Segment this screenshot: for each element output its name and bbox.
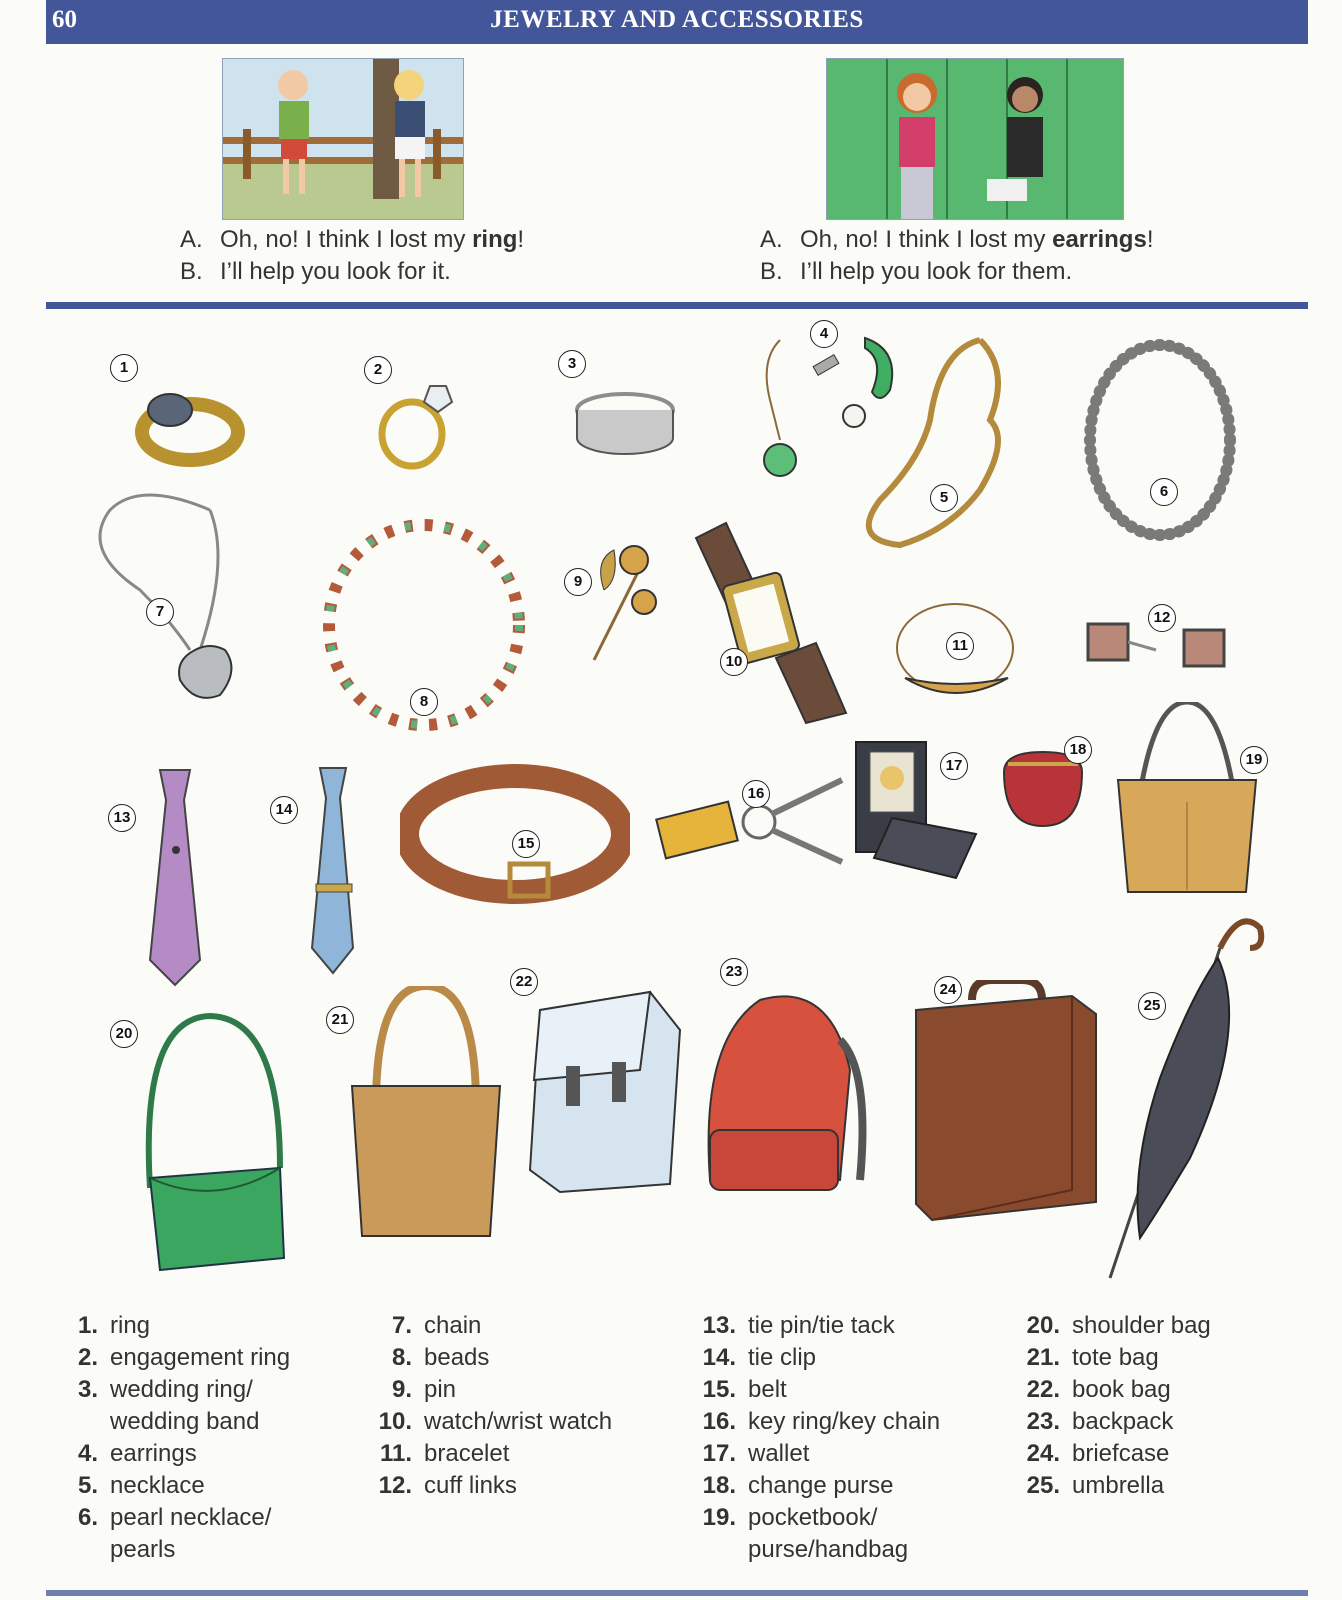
scene-lost-ring-illustration <box>222 58 464 220</box>
page-title: JEWELRY AND ACCESSORIES <box>490 6 864 33</box>
dialog-line-a <box>180 224 524 256</box>
vocab-item <box>364 1374 612 1406</box>
vocab-item <box>364 1470 612 1502</box>
dialog-punct: ! <box>1146 226 1154 253</box>
callout-number: 10 <box>720 648 748 676</box>
vocab-number: 21. <box>1026 1344 1060 1371</box>
vocab-column-3 <box>688 1310 940 1566</box>
vocab-number: 4. <box>77 1440 98 1467</box>
callout-number: 21 <box>326 1006 354 1034</box>
dialog-keyword: ring <box>472 226 518 253</box>
pocketbook-illustration <box>1112 702 1262 902</box>
callout-number: 2 <box>364 356 392 384</box>
vocab-item <box>364 1342 612 1374</box>
vocab-number: 2. <box>77 1344 98 1371</box>
vocab-word: tote bag <box>1072 1344 1159 1371</box>
vocab-item <box>50 1438 290 1470</box>
shoulder-bag-illustration <box>140 1008 290 1278</box>
vocab-word: umbrella <box>1072 1472 1165 1499</box>
callout-number: 8 <box>410 688 438 716</box>
vocab-number: 12. <box>378 1472 412 1499</box>
dialog-earrings <box>760 224 1153 288</box>
ring-illustration <box>130 372 250 472</box>
vocab-number: 23. <box>1026 1408 1060 1435</box>
dialog-line-a <box>760 224 1153 256</box>
vocab-item <box>364 1406 612 1438</box>
dialog-line-b <box>760 256 1153 288</box>
vocab-number: 7. <box>391 1312 412 1339</box>
vocab-word <box>110 1374 259 1438</box>
vocab-column-1 <box>50 1310 290 1566</box>
vocab-item <box>688 1374 940 1406</box>
callout-number: 25 <box>1138 992 1166 1020</box>
vocab-number: 13. <box>702 1312 736 1339</box>
section-divider <box>46 302 1308 309</box>
tie-pin-illustration <box>140 760 210 990</box>
vocab-word: pearl necklace/ <box>110 1504 272 1531</box>
vocab-item <box>1012 1406 1211 1438</box>
vocab-number: 14. <box>702 1344 736 1371</box>
callout-number: 16 <box>742 780 770 808</box>
vocab-word: purse/handbag <box>748 1536 909 1563</box>
tote-bag-illustration <box>346 986 506 1246</box>
callout-number: 6 <box>1150 478 1178 506</box>
vocab-word: book bag <box>1072 1376 1171 1403</box>
vocab-number: 18. <box>702 1472 736 1499</box>
vocab-word: watch/wrist watch <box>424 1408 613 1435</box>
vocab-number: 1. <box>77 1312 98 1339</box>
vocab-word: change purse <box>748 1472 894 1499</box>
vocab-word: key ring/key chain <box>748 1408 941 1435</box>
dialog-text: Oh, no! I think I lost my <box>800 226 1053 253</box>
vocab-word: pin <box>424 1376 457 1403</box>
speaker-b: B. <box>180 258 203 285</box>
wedding-ring-illustration <box>570 380 680 470</box>
vocab-item <box>688 1342 940 1374</box>
callout-number: 1 <box>110 354 138 382</box>
vocab-column-2 <box>364 1310 612 1502</box>
vocab-word: wedding band <box>110 1408 260 1435</box>
vocab-word: beads <box>424 1344 490 1371</box>
pearl-necklace-illustration <box>1070 330 1250 550</box>
vocab-number: 10. <box>378 1408 412 1435</box>
vocab-item <box>50 1502 290 1566</box>
vocab-number: 15. <box>702 1376 736 1403</box>
callout-number: 17 <box>940 752 968 780</box>
vocab-word: wallet <box>748 1440 810 1467</box>
bottom-divider <box>46 1590 1308 1596</box>
vocab-word: briefcase <box>1072 1440 1170 1467</box>
vocab-number: 22. <box>1026 1376 1060 1403</box>
vocab-word: bracelet <box>424 1440 510 1467</box>
callout-number: 7 <box>146 598 174 626</box>
vocab-word: engagement ring <box>110 1344 291 1371</box>
vocab-number: 19. <box>702 1504 736 1531</box>
dialog-text: I’ll help you look for them. <box>800 258 1073 285</box>
callout-number: 9 <box>564 568 592 596</box>
vocab-item <box>1012 1310 1211 1342</box>
dialog-text: Oh, no! I think I lost my <box>220 226 473 253</box>
vocab-word: ring <box>110 1312 151 1339</box>
vocab-word: tie clip <box>748 1344 817 1371</box>
vocab-word: cuff links <box>424 1472 517 1499</box>
vocab-item <box>688 1310 940 1342</box>
vocab-word: earrings <box>110 1440 197 1467</box>
vocab-item <box>50 1310 290 1342</box>
vocab-item <box>1012 1374 1211 1406</box>
vocab-item <box>1012 1470 1211 1502</box>
vocab-item <box>688 1470 940 1502</box>
vocab-number: 3. <box>77 1376 98 1403</box>
vocab-item <box>1012 1342 1211 1374</box>
dialog-text: I’ll help you look for it. <box>220 258 451 285</box>
dialog-ring <box>180 224 524 288</box>
vocab-word: shoulder bag <box>1072 1312 1211 1339</box>
callout-number: 20 <box>110 1020 138 1048</box>
header-bar <box>46 0 1308 44</box>
callout-number: 14 <box>270 796 298 824</box>
vocab-item <box>688 1406 940 1438</box>
vocab-word: belt <box>748 1376 787 1403</box>
dialog-line-b <box>180 256 524 288</box>
page-number: 60 <box>52 6 77 33</box>
callout-number: 4 <box>810 320 838 348</box>
watch-illustration <box>686 518 856 728</box>
callout-number: 3 <box>558 350 586 378</box>
vocab-word: wedding ring/ <box>110 1376 253 1403</box>
vocab-item <box>50 1374 290 1438</box>
callout-number: 13 <box>108 804 136 832</box>
vocab-item <box>688 1438 940 1470</box>
backpack-illustration <box>690 980 870 1230</box>
vocab-word: pearls <box>110 1536 176 1563</box>
speaker-a: A. <box>180 226 203 253</box>
vocab-number: 17. <box>702 1440 736 1467</box>
callout-number: 12 <box>1148 604 1176 632</box>
book-bag-illustration <box>520 970 690 1200</box>
callout-number: 23 <box>720 958 748 986</box>
vocab-word <box>748 1502 908 1566</box>
vocab-number: 25. <box>1026 1472 1060 1499</box>
callout-number: 24 <box>934 976 962 1004</box>
callout-number: 18 <box>1064 736 1092 764</box>
vocab-word: chain <box>424 1312 482 1339</box>
speaker-b: B. <box>760 258 783 285</box>
callout-number: 19 <box>1240 746 1268 774</box>
vocab-item <box>688 1502 940 1566</box>
dialog-punct: ! <box>517 226 525 253</box>
scene-lost-earrings-illustration <box>826 58 1124 220</box>
vocab-number: 5. <box>77 1472 98 1499</box>
vocab-number: 8. <box>391 1344 412 1371</box>
callout-number: 15 <box>512 830 540 858</box>
engagement-ring-illustration <box>372 374 462 474</box>
chain-illustration <box>80 480 260 710</box>
speaker-a: A. <box>760 226 783 253</box>
pin-illustration <box>584 530 674 670</box>
vocab-word: backpack <box>1072 1408 1174 1435</box>
callout-number: 11 <box>946 632 974 660</box>
vocab-number: 6. <box>77 1504 98 1531</box>
vocab-word <box>110 1502 271 1566</box>
vocab-number: 9. <box>391 1376 412 1403</box>
vocab-item <box>1012 1438 1211 1470</box>
vocab-item <box>364 1310 612 1342</box>
callout-number: 5 <box>930 484 958 512</box>
briefcase-illustration <box>912 980 1102 1230</box>
vocab-number: 16. <box>702 1408 736 1435</box>
vocab-item <box>50 1470 290 1502</box>
vocab-number: 20. <box>1026 1312 1060 1339</box>
dialog-keyword: earrings <box>1052 226 1147 253</box>
vocab-number: 24. <box>1026 1440 1060 1467</box>
vocab-item <box>364 1438 612 1470</box>
necklace-illustration <box>840 330 1030 560</box>
vocab-word: necklace <box>110 1472 205 1499</box>
vocab-word: tie pin/tie tack <box>748 1312 895 1339</box>
tie-clip-illustration <box>298 758 368 978</box>
callout-number: 22 <box>510 968 538 996</box>
vocab-item <box>50 1342 290 1374</box>
umbrella-illustration <box>1100 908 1270 1288</box>
vocab-number: 11. <box>379 1440 412 1467</box>
vocab-column-4 <box>1012 1310 1211 1502</box>
vocab-word: pocketbook/ <box>748 1504 878 1531</box>
